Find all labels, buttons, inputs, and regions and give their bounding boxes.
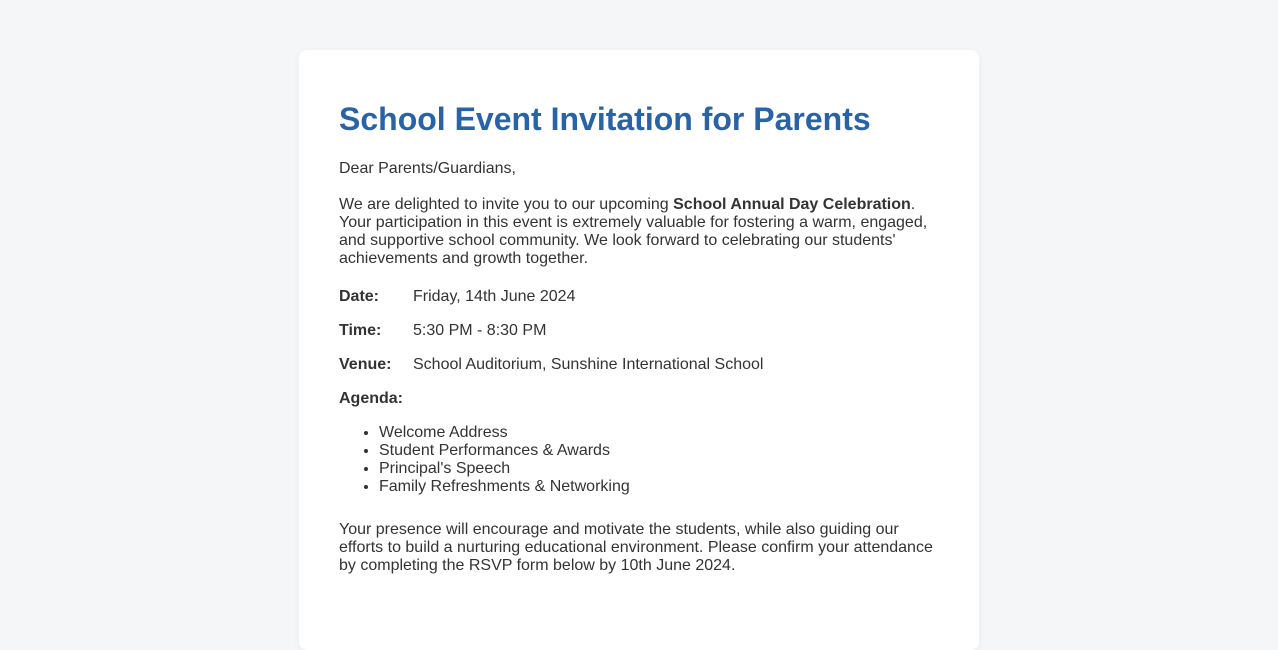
agenda-label: Agenda: [339, 390, 403, 407]
greeting-text: Dear Parents/Guardians, [339, 160, 516, 177]
agenda-item: • Principal's Speech [379, 460, 630, 478]
invitation-card [299, 50, 979, 650]
detail-time [339, 322, 546, 340]
agenda-list [339, 424, 630, 496]
time-value: 5:30 PM - 8:30 PM [413, 322, 547, 339]
date-label: Date: [339, 288, 380, 305]
intro-text-after: . Your participation in this event is extremely valuable for fostering a warm, engaged, and supportive school community. We look forward to celebrating our students' achievements and growth together. [339, 196, 928, 267]
detail-date [339, 288, 575, 306]
event-name: School Annual Day Celebration [673, 196, 911, 213]
agenda-item: • Welcome Address [379, 424, 630, 442]
intro-paragraph [339, 196, 939, 268]
venue-value: School Auditorium, Sunshine International School [413, 356, 764, 373]
closing-paragraph: Your presence will encourage and motivate the students, while also guiding our efforts to build a nurturing educational environment. Please confirm your attendance by completing the RSVP form below by 10th June 2024. [339, 521, 933, 574]
intro-text-before: We are delighted to invite you to our upcoming [339, 196, 674, 213]
agenda-item: • Student Performances & Awards [379, 442, 630, 460]
detail-venue [339, 356, 763, 374]
venue-label: Venue: [339, 356, 392, 373]
time-label: Time: [339, 322, 382, 339]
page-title: School Event Invitation for Parents [339, 101, 871, 137]
date-value: Friday, 14th June 2024 [413, 288, 576, 305]
agenda-item: • Family Refreshments & Networking [379, 478, 630, 496]
